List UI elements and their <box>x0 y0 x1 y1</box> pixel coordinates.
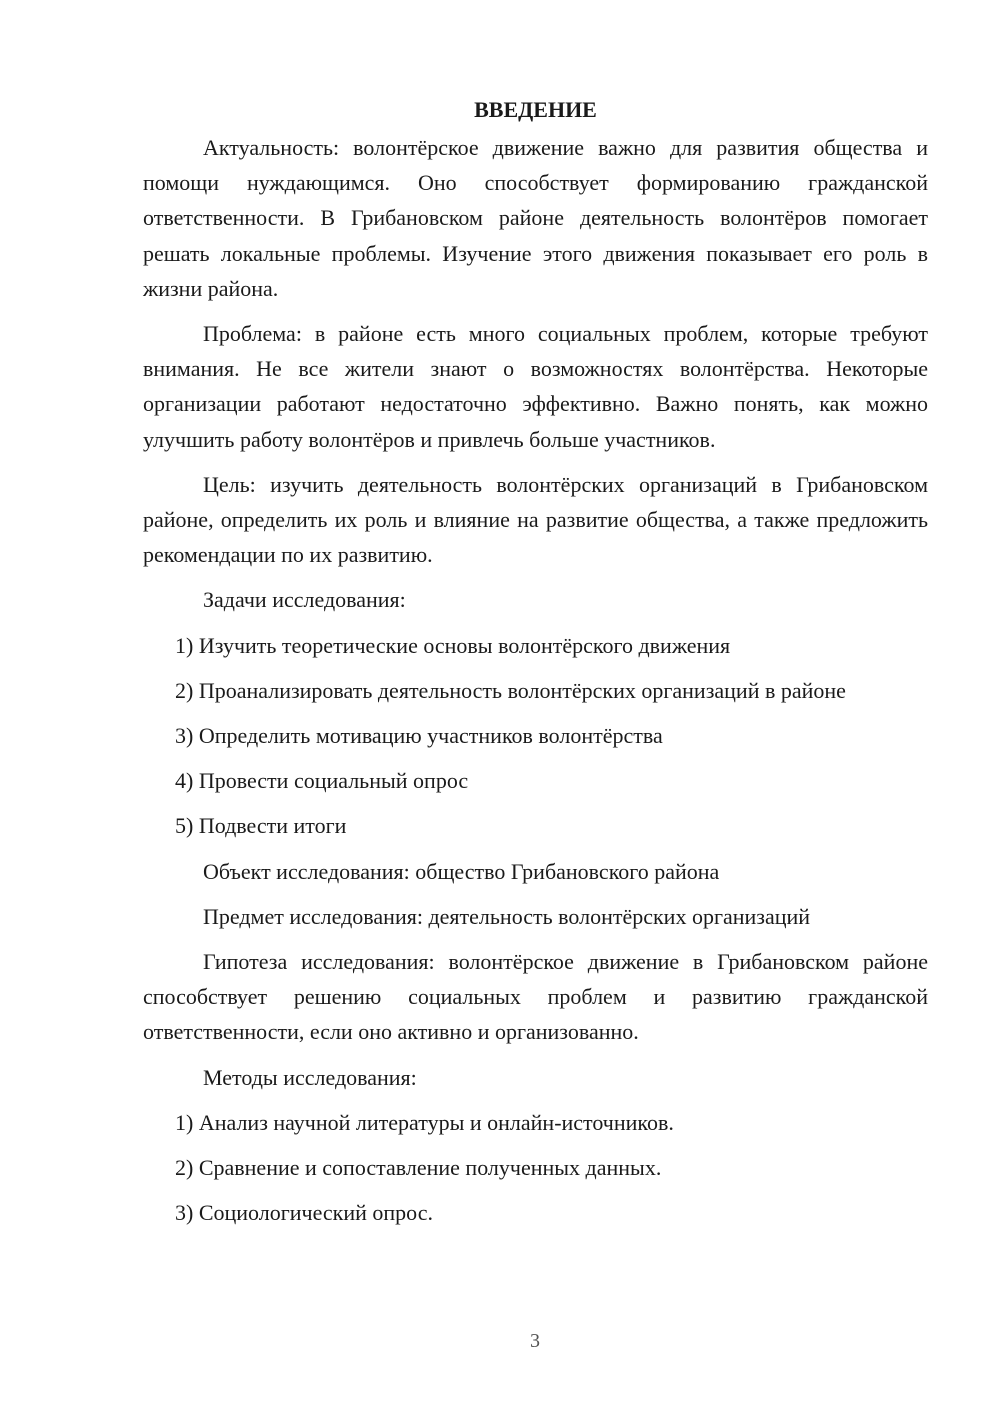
method-item: 3) Социологический опрос. <box>175 1200 433 1226</box>
problem-paragraph: Проблема: в районе есть много социальных проблем, которые требуют внимания. Не все жители знают о возможностях волонтёрства. Некоторые организации работают недостаточно эффективно. Важно понять, как можно улучшить работу волонтёров и привлечь больше участников. <box>143 321 928 452</box>
method-item: 2) Сравнение и сопоставление полученных данных. <box>175 1155 662 1181</box>
task-item: 5) Подвести итоги <box>175 813 347 839</box>
methods-heading: Методы исследования: <box>203 1064 417 1090</box>
hypothesis-paragraph: Гипотеза исследования: волонтёрское движение в Грибановском районе способствует решению социальных проблем и развитию гражданской ответственности, если оно активно и организованно. <box>143 949 928 1045</box>
tasks-heading: Задачи исследования: <box>203 587 406 613</box>
task-item: 3) Определить мотивацию участников волонтёрства <box>175 723 663 749</box>
page-number: 3 <box>530 1330 540 1352</box>
object-line: Объект исследования: общество Грибановского района <box>203 858 720 884</box>
document-page <box>143 92 928 1240</box>
relevance-paragraph: Актуальность: волонтёрское движение важно для развития общества и помощи нуждающимся. Оно способствует формированию гражданской ответственности. В Грибановском районе деятельность волонтёров помогает решать локальные проблемы. Изучение этого движения показывает его роль в жизни района. <box>143 135 928 301</box>
subject-line: Предмет исследования: деятельность волонтёрских организаций <box>203 903 811 929</box>
goal-paragraph: Цель: изучить деятельность волонтёрских организаций в Грибановском районе, определить их роль и влияние на развитие общества, а также предложить рекомендации по их развитию. <box>143 471 928 568</box>
section-title: ВВЕДЕНИЕ <box>474 97 597 122</box>
task-item: 2) Проанализировать деятельность волонтёрских организаций в районе <box>175 677 846 703</box>
task-item: 4) Провести социальный опрос <box>175 768 469 794</box>
task-item: 1) Изучить теоретические основы волонтёрского движения <box>175 632 731 658</box>
method-item: 1) Анализ научной литературы и онлайн-источников. <box>175 1109 674 1135</box>
